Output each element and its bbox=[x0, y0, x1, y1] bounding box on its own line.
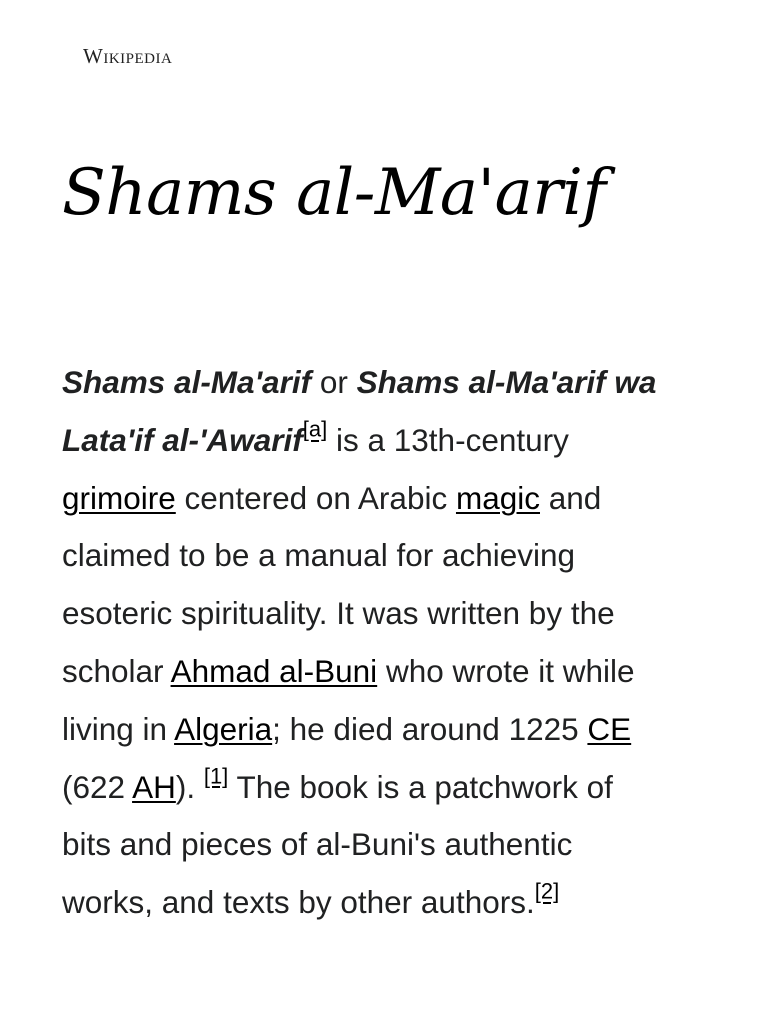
wikipedia-wordmark-link[interactable]: Wikipedia bbox=[83, 44, 173, 68]
text-line: bits and pieces of al-Buni's authentic bbox=[62, 826, 573, 863]
link-grimoire[interactable]: grimoire bbox=[62, 479, 176, 516]
text-line: esoteric spirituality. It was written by the bbox=[62, 595, 615, 632]
footnote-2-link[interactable]: [2] bbox=[534, 878, 560, 904]
alternate-name-bold-cont: Lata'if al-'Awarif bbox=[62, 421, 303, 458]
footnote-ref-a bbox=[303, 417, 327, 442]
link-ah[interactable]: AH bbox=[132, 768, 176, 805]
footnote-1-link[interactable]: [1] bbox=[203, 763, 229, 789]
page-title: Shams al-Ma'arif bbox=[62, 156, 606, 230]
text-line: grimoire centered on Arabic magic and bbox=[62, 479, 602, 516]
footnote-ref-1 bbox=[204, 763, 228, 788]
text-line: works, and texts by other authors.[2] bbox=[62, 878, 560, 921]
link-ce[interactable]: CE bbox=[587, 710, 632, 747]
link-magic[interactable]: magic bbox=[455, 479, 540, 516]
text-line: Lata'if al-'Awarif[a] is a 13th-century bbox=[62, 416, 569, 458]
text-line: Shams al-Ma'arif or Shams al-Ma'arif wa bbox=[62, 364, 657, 400]
text-line: scholar Ahmad al-Buni who wrote it while bbox=[62, 652, 635, 689]
link-ahmad-al-buni[interactable]: Ahmad al-Buni bbox=[170, 652, 378, 689]
footnote-a-link[interactable]: [a] bbox=[302, 416, 328, 442]
alternate-name-bold: Shams al-Ma'arif wa bbox=[356, 364, 657, 400]
text-line: (622 AH). [1] The book is a patchwork of bbox=[62, 763, 613, 805]
link-algeria[interactable]: Algeria bbox=[174, 710, 273, 747]
footnote-ref-2 bbox=[535, 879, 559, 904]
article-name-bold: Shams al-Ma'arif bbox=[62, 364, 312, 400]
text-line: living in Algeria; he died around 1225 CE bbox=[62, 710, 632, 747]
lead-paragraph bbox=[62, 354, 702, 932]
text-line: claimed to be a manual for achieving bbox=[62, 537, 576, 574]
